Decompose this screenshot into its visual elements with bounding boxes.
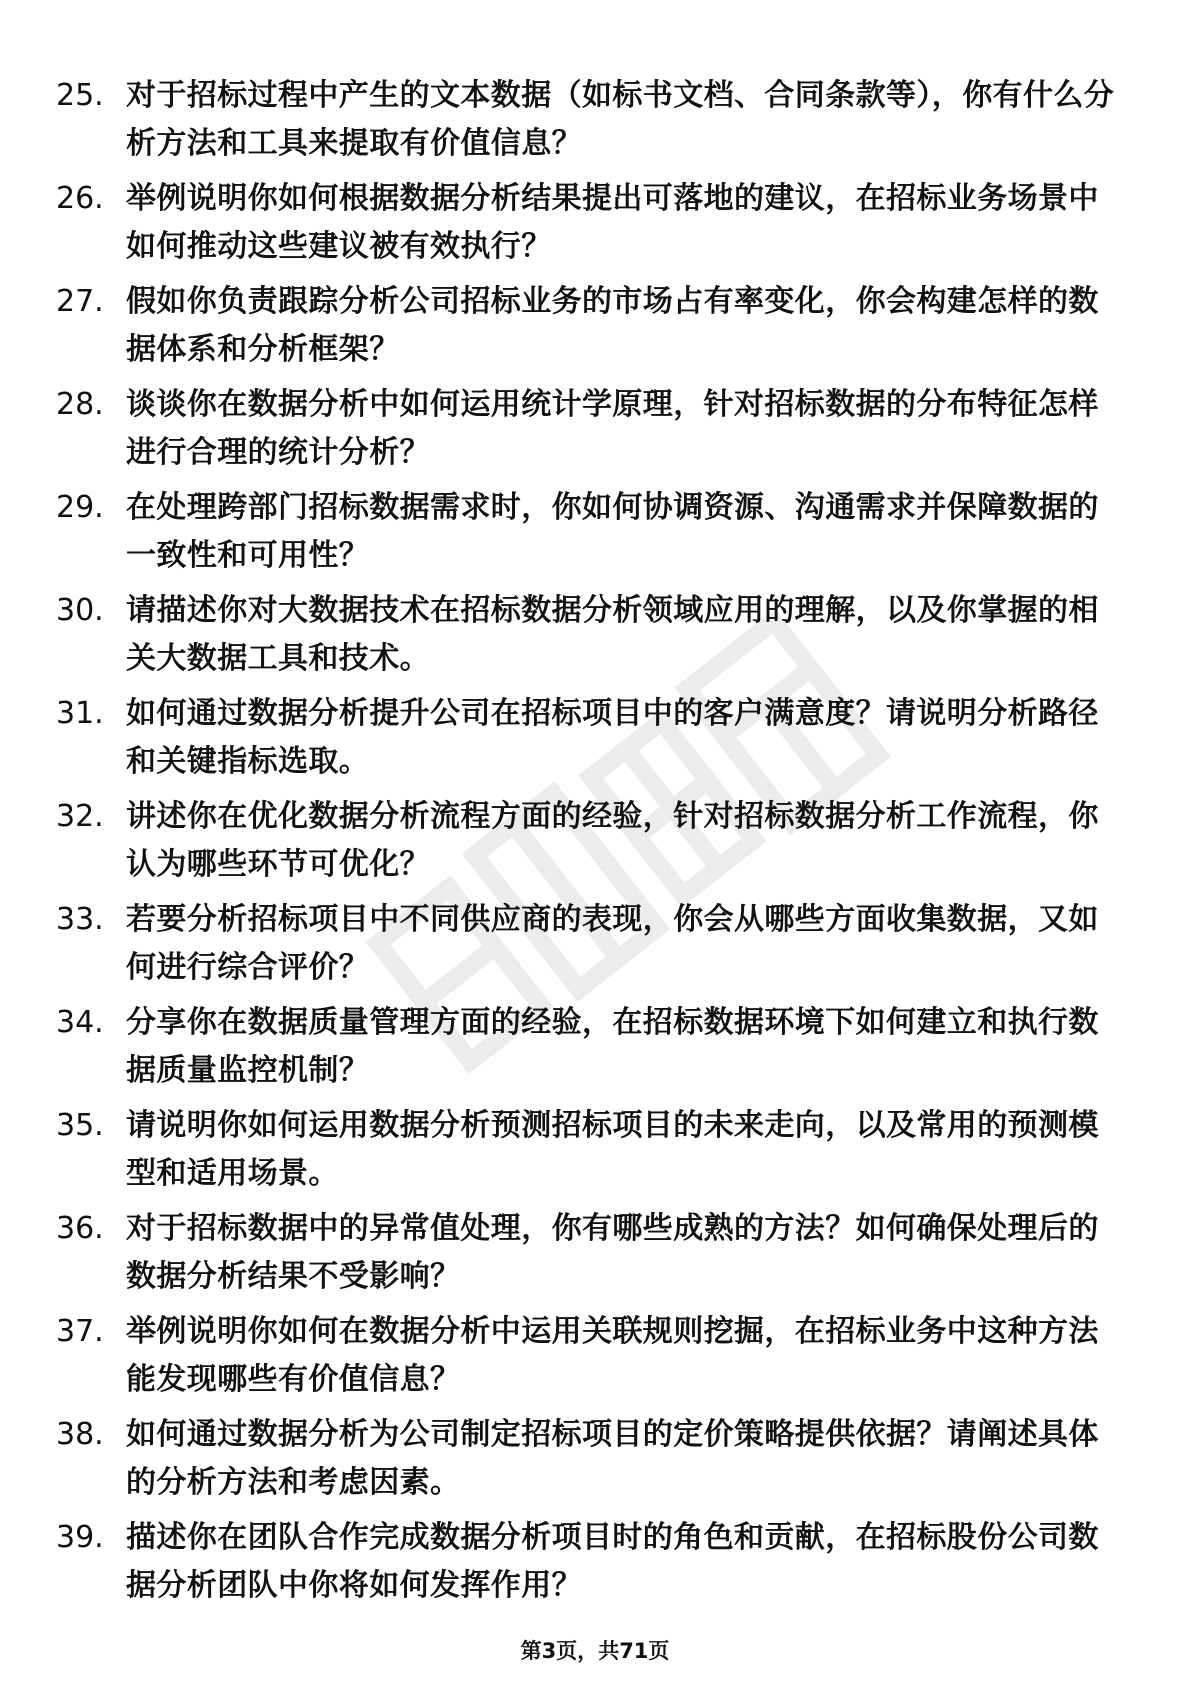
question-item — [56, 381, 1116, 484]
question-number: 31. — [56, 696, 104, 731]
question-number: 33. — [56, 902, 104, 937]
question-number: 26. — [56, 181, 104, 216]
question-text: 如何通过数据分析为公司制定招标项目的定价策略提供依据？请阐述具体的分析方法和考虑因素。 — [126, 1417, 1099, 1500]
question-text: 如何通过数据分析提升公司在招标项目中的客户满意度？请说明分析路径和关键指标选取。 — [126, 696, 1099, 779]
question-number: 34. — [56, 1005, 104, 1040]
question-number: 28. — [56, 387, 104, 422]
question-number: 25. — [56, 78, 104, 113]
question-list — [56, 72, 1116, 1617]
question-item — [56, 1514, 1116, 1617]
question-number: 39. — [56, 1520, 104, 1555]
question-item — [56, 1411, 1116, 1514]
question-text: 若要分析招标项目中不同供应商的表现，你会从哪些方面收集数据，又如何进行综合评价？ — [126, 902, 1099, 985]
question-text: 请描述你对大数据技术在招标数据分析领域应用的理解，以及你掌握的相关大数据工具和技术。 — [126, 593, 1099, 676]
question-number: 38. — [56, 1417, 104, 1452]
question-text: 在处理跨部门招标数据需求时，你如何协调资源、沟通需求并保障数据的一致性和可用性？ — [126, 490, 1099, 573]
question-item — [56, 278, 1116, 381]
page-footer: 第3页，共71页 — [520, 1639, 670, 1663]
question-number: 27. — [56, 284, 104, 319]
question-number: 32. — [56, 799, 104, 834]
question-item — [56, 1308, 1116, 1411]
question-number: 30. — [56, 593, 104, 628]
question-item — [56, 999, 1116, 1102]
question-text: 对于招标过程中产生的文本数据（如标书文档、合同条款等），你有什么分析方法和工具来提取有价值信息？ — [126, 78, 1115, 161]
question-text: 谈谈你在数据分析中如何运用统计学原理，针对招标数据的分布特征怎样进行合理的统计分析？ — [126, 387, 1099, 470]
question-text: 讲述你在优化数据分析流程方面的经验，针对招标数据分析工作流程，你认为哪些环节可优化？ — [126, 799, 1099, 882]
question-number: 36. — [56, 1211, 104, 1246]
question-item — [56, 793, 1116, 896]
question-item — [56, 1205, 1116, 1308]
question-item — [56, 484, 1116, 587]
question-text: 假如你负责跟踪分析公司招标业务的市场占有率变化，你会构建怎样的数据体系和分析框架？ — [126, 284, 1099, 367]
question-number: 37. — [56, 1314, 104, 1349]
question-item — [56, 587, 1116, 690]
question-item — [56, 690, 1116, 793]
question-item — [56, 1102, 1116, 1205]
question-item — [56, 175, 1116, 278]
question-text: 举例说明你如何根据数据分析结果提出可落地的建议，在招标业务场景中如何推动这些建议被有效执行？ — [126, 181, 1099, 264]
question-text: 描述你在团队合作完成数据分析项目时的角色和贡献，在招标股份公司数据分析团队中你将如何发挥作用？ — [126, 1520, 1099, 1603]
question-text: 对于招标数据中的异常值处理，你有哪些成熟的方法？如何确保处理后的数据分析结果不受影响？ — [126, 1211, 1099, 1294]
question-item — [56, 896, 1116, 999]
question-item — [56, 72, 1116, 175]
question-text: 分享你在数据质量管理方面的经验，在招标数据环境下如何建立和执行数据质量监控机制？ — [126, 1005, 1099, 1088]
question-number: 35. — [56, 1108, 104, 1143]
question-text: 请说明你如何运用数据分析预测招标项目的未来走向，以及常用的预测模型和适用场景。 — [126, 1108, 1099, 1191]
question-number: 29. — [56, 490, 104, 525]
question-text: 举例说明你如何在数据分析中运用关联规则挖掘，在招标业务中这种方法能发现哪些有价值信息？ — [126, 1314, 1099, 1397]
